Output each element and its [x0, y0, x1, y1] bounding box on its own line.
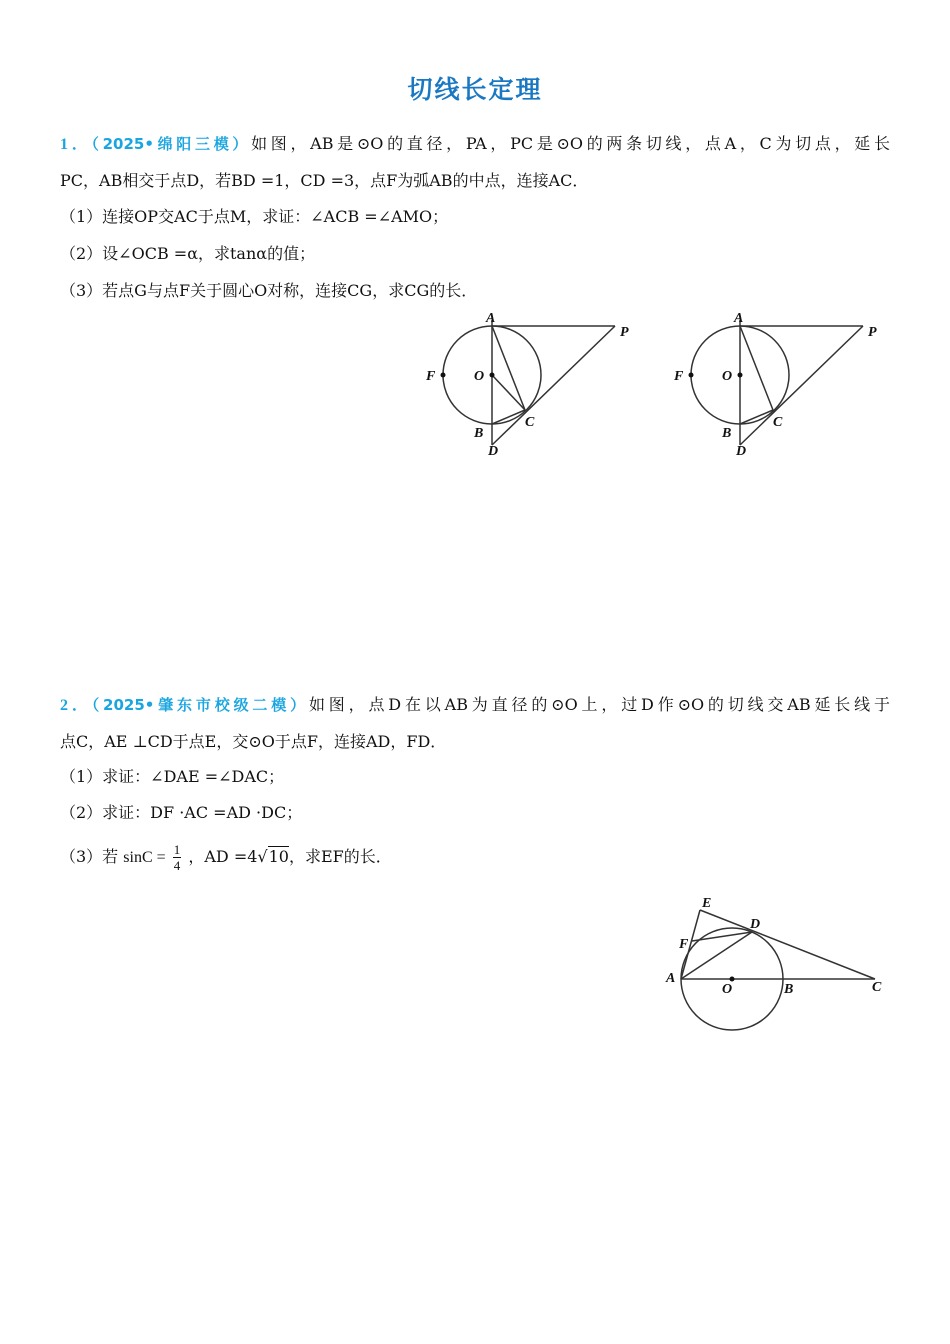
q2-label-E: E [702, 896, 712, 911]
q2-frac-num: 1 [173, 842, 181, 857]
q2-source: （2025•肇东市校级二模） [91, 696, 309, 714]
q1-text-line1: 如图，AB是⊙O的直径，PA，PC是⊙O的两条切线，点A，C为切点，延长 [251, 134, 890, 153]
q1-right-label-P: P [868, 325, 877, 340]
q2-line1 [60, 692, 890, 715]
q1-left-label-B: B [474, 426, 484, 441]
q2-label-F: F [679, 937, 689, 952]
q1-left-label-F: F [426, 369, 436, 384]
q2-sub3-sin: sinC = [123, 849, 166, 866]
q1-left-label-D: D [488, 444, 499, 459]
q1-right-label-F: F [674, 369, 684, 384]
page-title: 切线长定理 [407, 75, 543, 104]
q1-text-line2: PC，AB相交于点D，若BD =1，CD =3，点F为弧AB的中点，连接AC． [60, 171, 589, 190]
q1-sub3: （3）若点G与点F关于圆心O对称，连接CG，求CG的长． [60, 281, 478, 300]
q2-label-O: O [722, 982, 733, 997]
q2-sub3-prefix: （3）若 [60, 847, 119, 866]
q2-figure [660, 888, 895, 1038]
q2-sub3-fraction [173, 842, 182, 873]
q1-figure-right [668, 305, 888, 465]
q1-right-label-B: B [722, 426, 732, 441]
q2-frac-den: 4 [173, 858, 181, 873]
q1-right-label-C: C [773, 415, 783, 430]
q2-label-C: C [872, 980, 882, 995]
q1-left-label-P: P [620, 325, 629, 340]
q2-number: 2． [60, 697, 92, 714]
q1-right-label-O: O [722, 369, 733, 384]
q2-sub3-radicand: 10 [268, 847, 289, 866]
q2-sub3-mid: ，AD =4 [188, 847, 258, 866]
q1-number: 1． [60, 136, 92, 153]
q2-label-D: D [750, 917, 761, 932]
q1-left-label-A: A [486, 311, 496, 326]
q2-sub3: （3）若 sinC = $\frac{1}{4}$ ，AD =4√10，求EF的长． [60, 842, 392, 873]
q2-sub2: （2）求证：DF ·AC =AD ·DC； [60, 803, 303, 822]
q2-sub1: （1）求证：∠DAE =∠DAC； [60, 767, 285, 786]
q1-figure-left [420, 305, 640, 465]
q2-text-line2: 点C，AE ⊥CD于点E，交⊙O于点F，连接AD，FD． [60, 732, 447, 751]
q2-sub3-suffix: ，求EF的长． [288, 847, 392, 866]
q1-sub2: （2）设∠OCB =α，求tanα的值； [60, 244, 316, 263]
q1-left-label-C: C [525, 415, 535, 430]
q1-left-label-O: O [474, 369, 485, 384]
q2-text-line1: 如图，点D在以AB为直径的⊙O上，过D作⊙O的切线交AB延长线于 [308, 695, 890, 714]
q2-label-A: A [666, 971, 676, 986]
q1-source: （2025•绵阳三模） [91, 135, 252, 153]
q2-label-B: B [784, 982, 794, 997]
q1-line1 [60, 131, 890, 154]
q1-right-label-A: A [734, 311, 744, 326]
q1-right-label-D: D [736, 444, 747, 459]
q1-sub1: （1）连接OP交AC于点M，求证：∠ACB =∠AMO； [60, 207, 449, 226]
